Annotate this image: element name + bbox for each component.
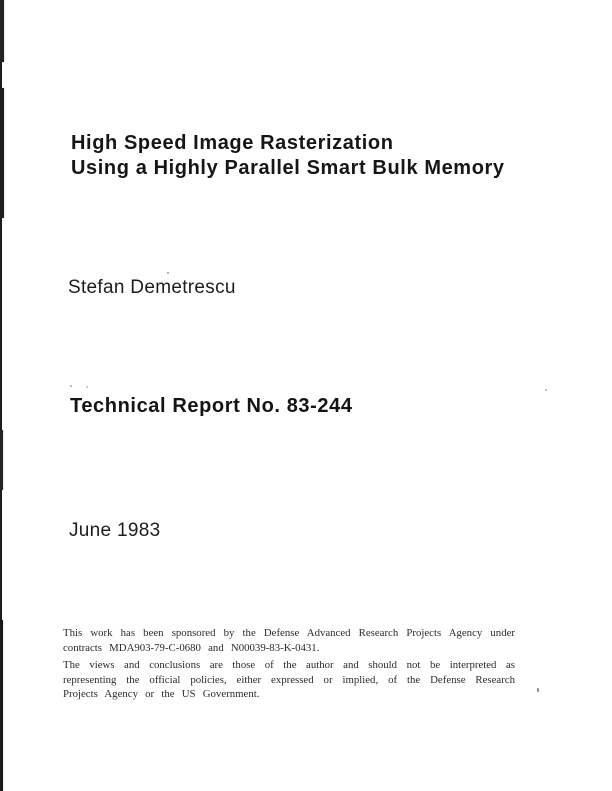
scan-artifact-segment (0, 88, 4, 218)
scan-speck (537, 688, 539, 692)
disclaimer-line: Projects Agency or the US Government. (63, 688, 260, 701)
document-title-line-1: High Speed Image Rasterization (71, 132, 394, 154)
sponsorship-line: contracts MDA903-79-C-0680 and N00039-83-K-0431. (63, 641, 320, 654)
scan-artifact-segment (0, 620, 3, 791)
publication-date: June 1983 (69, 520, 161, 541)
scan-speck (167, 272, 169, 274)
author-name: Stefan Demetrescu (68, 277, 236, 298)
scan-artifact-segment (0, 0, 4, 62)
disclaimer-paragraph (63, 658, 515, 702)
disclaimer-line: representing the official policies, either expressed or implied, of the Defense Research (63, 673, 515, 686)
sponsorship-paragraph (63, 626, 515, 655)
report-number: Technical Report No. 83-244 (70, 395, 353, 417)
sponsorship-line: This work has been sponsored by the Defense Advanced Research Projects Agency under (63, 627, 515, 639)
document-title-line-2: Using a Highly Parallel Smart Bulk Memory (71, 157, 505, 179)
footer-fine-print (63, 626, 515, 702)
scan-speck (70, 385, 72, 387)
scan-speck (545, 389, 547, 391)
document-title (71, 131, 505, 181)
scan-speck (86, 386, 88, 388)
scan-artifact-segment (0, 430, 3, 490)
disclaimer-line: The views and conclusions are those of the author and should not be interpreted as (63, 659, 515, 672)
